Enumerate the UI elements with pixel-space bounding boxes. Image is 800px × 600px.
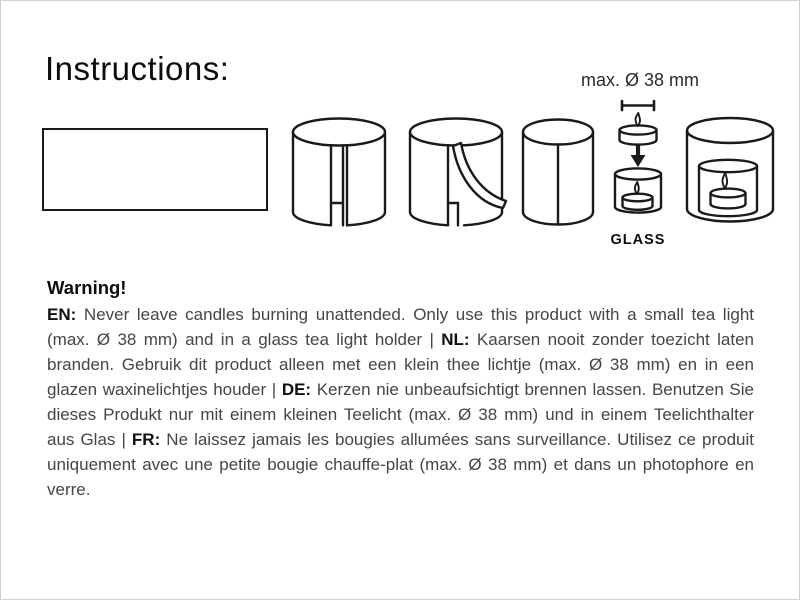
sheet-flap [453,143,506,208]
diameter-bracket-icon [622,101,654,110]
closed-cylinder-icon [520,117,596,227]
warning-section [47,275,754,502]
flame-icon [635,182,639,194]
down-arrow-icon [631,145,646,167]
warning-heading: Warning! [47,277,127,298]
page-title: Instructions: [45,50,230,87]
flame-icon [636,113,640,126]
assembled-lantern-icon [684,116,776,226]
flat-sheet-icon [42,128,268,211]
rolled-cylinder-slot-icon [289,116,389,228]
dimension-label: max. Ø 38 mm [580,70,700,90]
glass-label: GLASS [610,232,666,248]
flame-icon [722,173,727,188]
tea-light-icon [623,194,653,210]
rolled-cylinder-flap-icon [406,116,510,228]
tea-light-icon [620,125,657,144]
warning-paragraph: EN: Never leave candles burning unattended. Only use this product with a small tea light (max. Ø 38 mm) and in a glass tea light holder | NL: Kaarsen nooit zonder toezicht laten branden. Gebruik dit product alleen met een klein thee lichtje (max. Ø 38 mm) en in een glazen waxinelichtjes houder | DE: Kerzen nie unbeaufsichtigt brennen lassen. Benutzen Sie dieses Produkt nur mit einem kleinen Teelicht (max. Ø 38 mm) und in einem Teelichthalter aus Glas | FR: Ne laissez jamais les bougies allumées sans surveillance. Utilisez ce produit uniquement avec une petite bougie chauffe-plat (max. Ø 38 mm) et dans un photophore en verre. [47,305,754,499]
tea-light-into-glass-icon [610,97,666,221]
